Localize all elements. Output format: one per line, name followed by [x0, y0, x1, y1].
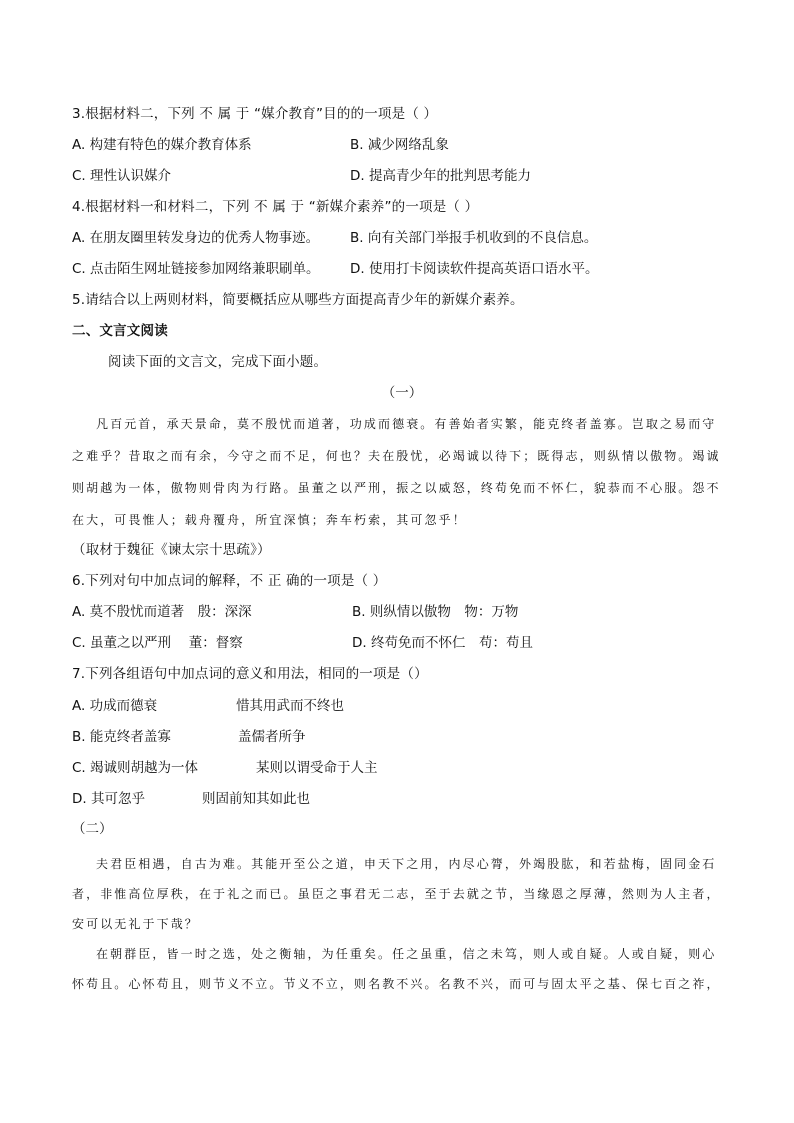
part1-label: （一） [381, 385, 423, 401]
part2-label: （二） [72, 821, 113, 837]
q3-stem: 3.根据材料二，下列 不 属 于 “媒介教育”目的的一项是（ ） [72, 106, 438, 122]
passage2-line: 怀苟且。心怀苟且，则节义不立。节义不立，则名教不兴。名教不兴，而可与固太平之基、保七百之祚， [72, 977, 721, 991]
q6-option-a: A. 莫不殷忧而道著 殷：深深 [72, 604, 252, 620]
q6-option-c: C. 虽董之以严刑 董：督察 [72, 635, 243, 651]
q7-option-c: C. 竭诚则胡越为一体 [72, 760, 199, 776]
q4-option-a: A. 在朋友圈里转发身边的优秀人物事迹。 [72, 230, 320, 246]
q6-option-d: D. 终苟免而不怀仁 苟：苟且 [352, 635, 533, 651]
q7-option-d-pair: 则固前知其如此也 [202, 791, 310, 807]
passage2-line: 安可以无礼于下哉？ [72, 917, 199, 931]
passage2-line: 者，非惟高位厚秩，在于礼之而已。虽臣之事君无二志，至于去就之节，当缘恩之厚薄，然则为人主者， [72, 887, 721, 901]
q7-option-b-pair: 盖儒者所争 [238, 729, 306, 745]
q4-option-d: D. 使用打卡阅读软件提高英语口语水平。 [350, 261, 599, 277]
q6-option-b: B. 则纵情以傲物 物：万物 [352, 604, 519, 620]
q3-option-b: B. 减少网络乱象 [350, 137, 449, 153]
source-citation: （取材于魏征《谏太宗十思疏》） [72, 542, 271, 558]
q7-stem: 7.下列各组语句中加点词的意义和用法，相同的一项是（） [72, 666, 428, 682]
q7-option-a: A. 功成而德衰 [72, 698, 158, 714]
section-title: 二、文言文阅读 [72, 323, 168, 339]
q4-option-c: C. 点击陌生网址链接参加网络兼职刷单。 [72, 261, 320, 277]
q3-option-a: A. 构建有特色的媒介教育体系 [72, 137, 252, 153]
passage2-line: 夫君臣相遇，自古为难。其能开至公之道，申天下之用，内尽心膂，外竭股肱，和若盐梅，固同金石 [96, 857, 717, 871]
q4-stem: 4.根据材料一和材料二，下列 不 属 于 “新媒介素养”的一项是（ ） [72, 199, 479, 215]
q6-stem: 6.下列对句中加点词的解释，不 正 确的一项是（ ） [72, 573, 387, 589]
passage1-line: 之难乎？昔取之而有余，今守之而不足，何也？夫在殷忧，必竭诚以待下；既得志，则纵情以傲物。竭诚 [72, 449, 721, 463]
passage1-line: 在大，可畏惟人；载舟覆舟，所宜深慎；奔车朽索，其可忽乎！ [72, 513, 467, 527]
q3-option-d: D. 提高青少年的批判思考能力 [350, 168, 531, 184]
section-instruction: 阅读下面的文言文，完成下面小题。 [108, 354, 328, 370]
passage2-line: 在朝群臣，皆一时之选，处之衡轴，为任重矣。任之虽重，信之未笃，则人或自疑。人或自疑，则心 [96, 947, 717, 961]
passage1-line: 凡百元首，承天景命，莫不殷忧而道著，功成而德衰。有善始者实繁，能克终者盖寡。岂取之易而守 [96, 417, 717, 431]
q7-option-b: B. 能克终者盖寡 [72, 729, 171, 745]
q3-option-c: C. 理性认识媒介 [72, 168, 172, 184]
q7-option-d: D. 其可忽乎 [72, 791, 145, 807]
q7-option-c-pair: 某则以谓受命于人主 [256, 760, 378, 776]
q4-option-b: B. 向有关部门举报手机收到的不良信息。 [350, 230, 598, 246]
passage1-line: 则胡越为一体，傲物则骨肉为行路。虽董之以严刑，振之以威怒，终苟免而不怀仁，貌恭而不心服。怨不 [72, 481, 721, 495]
q7-option-a-pair: 惜其用武而不终也 [236, 698, 344, 714]
q5-stem: 5.请结合以上两则材料，简要概括应从哪些方面提高青少年的新媒介素养。 [72, 292, 524, 308]
